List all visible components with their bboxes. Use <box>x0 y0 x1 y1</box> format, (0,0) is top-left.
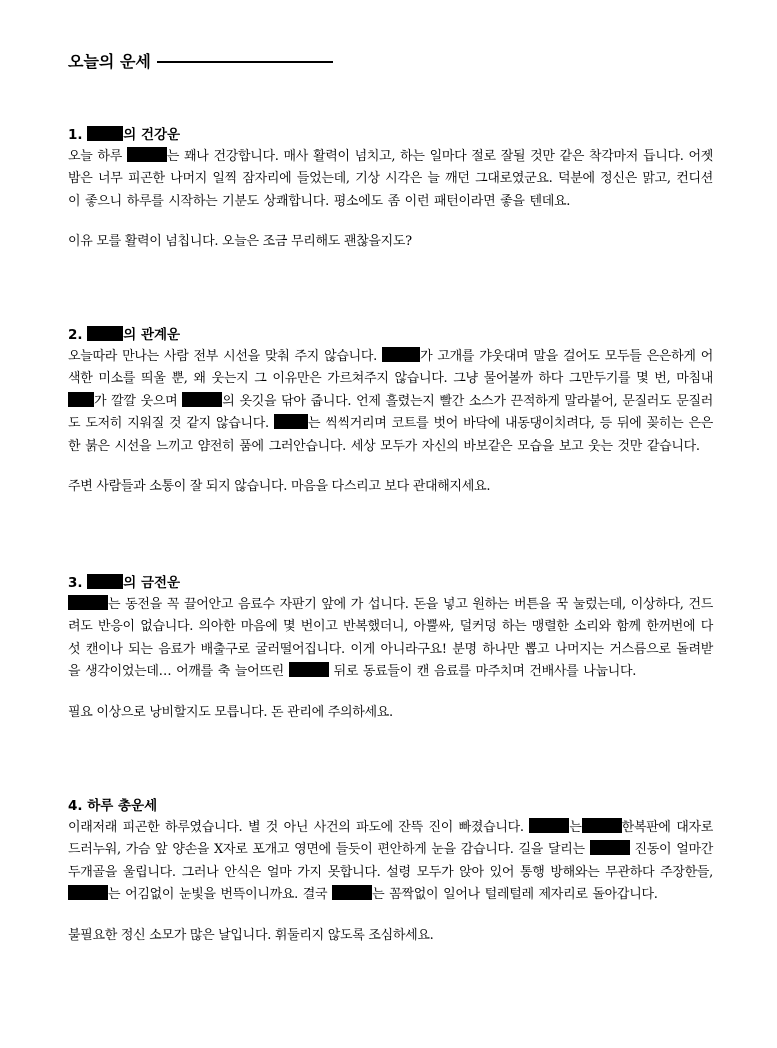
redaction-box <box>582 818 622 833</box>
section-relationship <box>68 324 713 498</box>
section-heading-text: 하루 총운세 <box>87 798 158 814</box>
section-number: 4. <box>68 798 83 814</box>
redaction-box <box>529 818 569 833</box>
body-text: 오늘따라 만나는 사람 전부 시선을 맞춰 주지 않습니다. <box>68 349 383 364</box>
body-text: 는 씩씩거리며 코트를 벗어 바닥에 내동댕이치려다, 등 뒤에 꽂히는 은은한 붉은 시선을 느끼고 얌전히 품에 그러안습니다. 세상 모두가 자신의 바보같은 모습을 보고 웃는 것만 같습니다. <box>68 416 713 454</box>
title-row <box>68 50 333 74</box>
redaction-box <box>127 147 167 162</box>
section-heading <box>68 572 713 594</box>
section-body <box>68 146 713 213</box>
page-title: 오늘의 운세 <box>68 52 151 71</box>
redaction-box <box>590 840 630 855</box>
redaction-box <box>87 126 123 141</box>
body-text: 는 <box>569 820 582 835</box>
section-body <box>68 817 713 907</box>
section-heading <box>68 124 713 146</box>
section-overall <box>68 795 713 947</box>
redaction-box <box>182 392 222 407</box>
redaction-box <box>274 414 308 429</box>
section-heading <box>68 324 713 346</box>
body-text: 는 동전을 꼭 끌어안고 음료수 자판기 앞에 가 섭니다. 돈을 넣고 원하는 버튼을 꾹 눌렀는데, 이상하다, 건드려도 반응이 없습니다. 의아한 마음에 몇 번이고 반복했더니, 아뿔싸, 덜커덩 하는 맹렬한 소리와 함께 한꺼번에 다섯 캔이나 되는 음료가 배출구로 굴러떨어집니다. 이게 아니라구요! 분명 하나만 뽑고 나머지는 거스름으로 돌려받을 생각이었는데… 어깨를 축 늘어뜨린 <box>68 597 713 680</box>
section-summary: 주변 사람들과 소통이 잘 되지 않습니다. 마음을 다스리고 보다 관대해지세요. <box>68 479 491 495</box>
section-health <box>68 124 713 253</box>
redaction-box <box>332 885 372 900</box>
redaction-box <box>87 326 123 341</box>
section-heading <box>68 795 713 817</box>
body-text: 가 고개를 갸웃대며 말을 걸어도 모두들 은은하게 어색한 미소를 띄울 뿐, 왜 웃는지 그 이유만은 가르쳐주지 않습니다. 그냥 물어볼까 하다 그만두기를 몇 번, 마침내 <box>68 349 713 387</box>
section-body <box>68 594 713 684</box>
redaction-box <box>68 885 108 900</box>
body-text: 오늘 하루 <box>68 149 127 164</box>
body-text: 는 꼼짝없이 일어나 털레털레 제자리로 돌아갑니다. <box>372 887 658 903</box>
body-text: 는 어김없이 눈빛을 번뜩이니까요. 결국 <box>108 887 333 903</box>
section-summary: 이유 모를 활력이 넘칩니다. 오늘은 조금 무리해도 괜찮을지도? <box>68 234 412 250</box>
section-money <box>68 572 713 724</box>
title-underline-rule <box>157 61 333 63</box>
body-text: 는 꽤나 건강합니다. 매사 활력이 넘치고, 하는 일마다 절로 잘될 것만 같은 착각마저 듭니다. 어젯밤은 너무 피곤한 나머지 일찍 잠자리에 들었는데, 기상 시각은 늘 깨던 그대로였군요. 덕분에 정신은 맑고, 컨디션이 좋으니 하루를 시작하는 기분도 상쾌합니다. 평소에도 좀 이런 패턴이라면 좋을 텐데요. <box>68 149 713 209</box>
section-heading-text: 의 건강운 <box>123 127 181 143</box>
body-text: 이래저래 피곤한 하루였습니다. 별 것 아닌 사건의 파도에 잔뜩 진이 빠졌습니다. <box>68 820 530 835</box>
section-heading-text: 의 금전운 <box>123 575 181 591</box>
section-number: 2. <box>68 327 83 343</box>
body-text: 가 깔깔 웃으며 <box>94 393 183 409</box>
section-body <box>68 346 713 458</box>
body-text: 의 옷깃을 닦아 줍니다. 언제 흘렸는지 빨간 소스가 끈적하게 말라붙어, 문질러도 문질러도 도저히 지워질 것 같지 않습니다. <box>68 393 713 432</box>
redaction-box <box>68 595 108 610</box>
section-summary: 불필요한 정신 소모가 많은 날입니다. 휘둘리지 않도록 조심하세요. <box>68 927 434 943</box>
body-text: 한복판에 대자로 드러누워, 가슴 앞 양손을 X자로 포개고 영면에 들듯이 편안하게 눈을 감습니다. 길을 달리는 <box>68 820 713 858</box>
section-heading-text: 의 관계운 <box>123 327 181 343</box>
section-summary: 필요 이상으로 낭비할지도 모릅니다. 돈 관리에 주의하세요. <box>68 704 393 720</box>
section-number: 1. <box>68 127 83 143</box>
body-text: 뒤로 동료들이 캔 음료를 마주치며 건배사를 나눕니다. <box>328 664 637 680</box>
section-number: 3. <box>68 575 83 591</box>
redaction-box <box>87 574 123 589</box>
redaction-box <box>68 392 94 407</box>
redaction-box <box>382 347 420 362</box>
body-text: 진동이 얼마간 두개골을 울립니다. 그러나 안식은 얼마 가지 못합니다. 설령 모두가 앉아 있어 통행 방해와는 무관하다 주장한들, <box>68 842 713 880</box>
redaction-box <box>289 662 329 677</box>
